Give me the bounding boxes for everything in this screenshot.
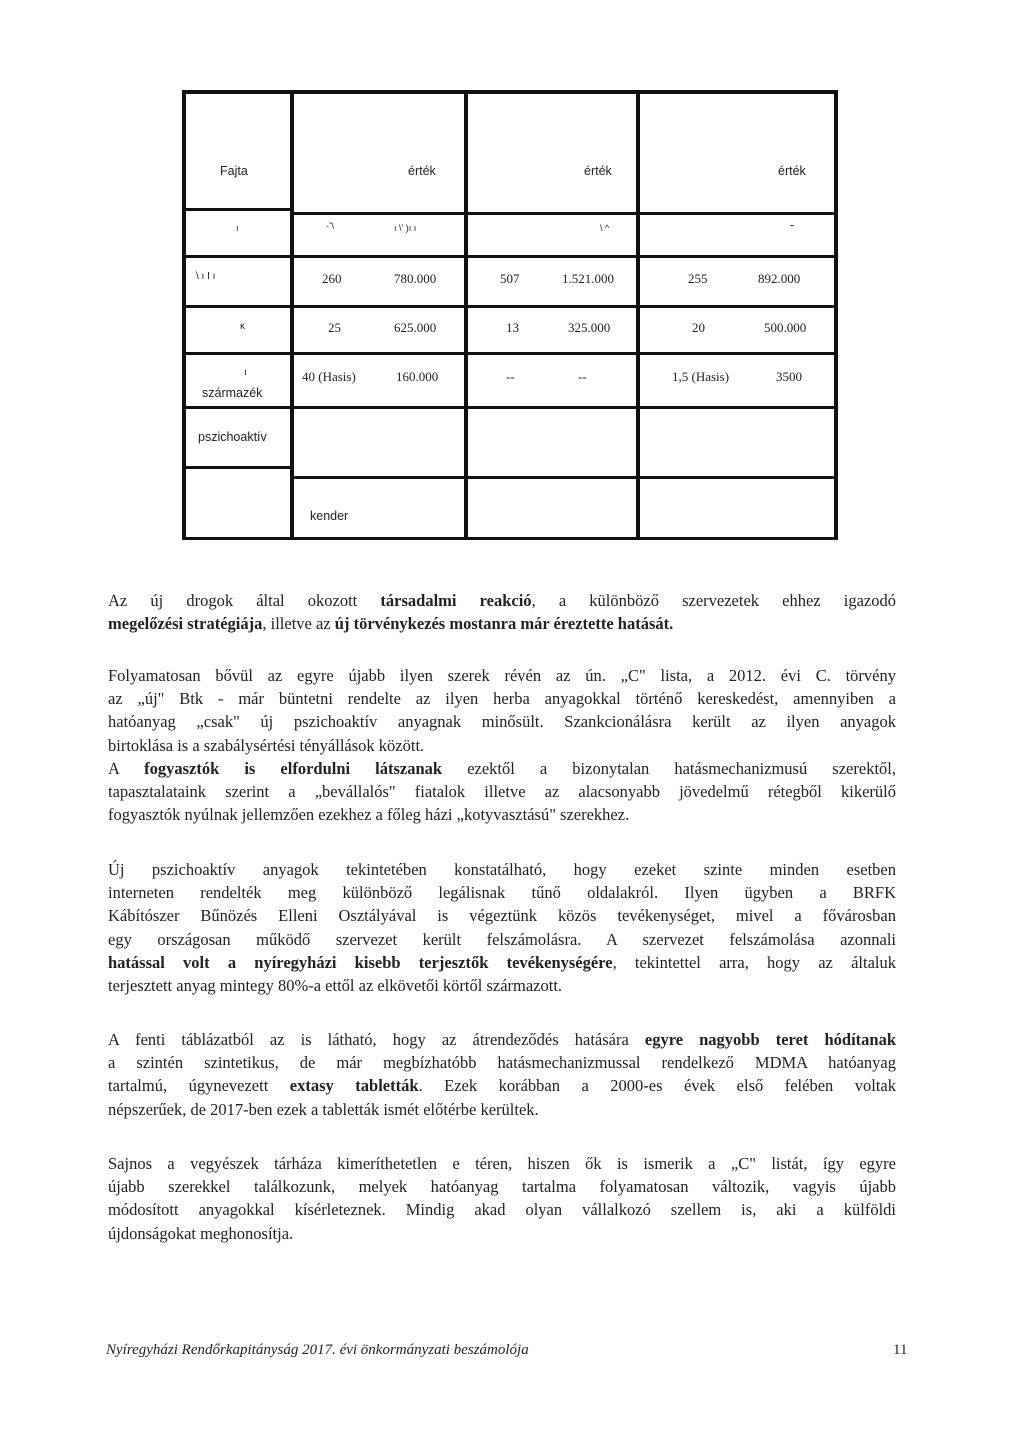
- text-line: Sajnos a vegyészek tárháza kimeríthetetlen e téren, hiszen ők is ismerik a „C" listát, így egyre: [108, 1154, 896, 1173]
- table-cell: ı: [236, 223, 239, 233]
- table-rule: [182, 90, 838, 94]
- paragraph-1: [108, 589, 896, 635]
- header-ertek-2: érték: [584, 164, 612, 178]
- table-cell: kender: [310, 509, 349, 523]
- text-line: interneten rendelték meg különböző legálisnak tűnő oldalakról. Ilyen ügyben a BRFK: [108, 883, 896, 903]
- text-line: birtoklása is a szabálysértési tényállások között.: [108, 735, 425, 755]
- table-cell: pszichoaktív: [198, 430, 267, 444]
- text-line: Folyamatosan bővül az egyre újabb ilyen szerek révén az ún. „C" lista, a 2012. évi C. törvény: [108, 666, 896, 685]
- paragraph-2: [108, 664, 896, 826]
- text-line: módosított anyagokkal kísérleteznek. Mindig akad olyan vállalkozó szellem is, aki a külföldi: [108, 1200, 896, 1220]
- table-cell: származék: [202, 386, 263, 400]
- table-rule: [182, 90, 186, 540]
- table-cell: 20: [692, 320, 705, 335]
- table-cell: 40 (Hasis): [302, 369, 356, 384]
- table-cell: ı: [244, 367, 247, 378]
- table-cell: 260: [322, 271, 342, 286]
- paragraph-5: [108, 1152, 896, 1245]
- table-cell: 500.000: [764, 320, 807, 335]
- table-rule: [292, 476, 837, 479]
- table-rule: [182, 208, 292, 211]
- table-cell: 1,5 (Hasis): [672, 369, 730, 384]
- table-cell: -̃ \: [326, 221, 334, 231]
- table-cell: ĸ: [240, 321, 245, 332]
- page-footer: Nyíregyházi Rendőrkapitányság 2017. évi önkormányzati beszámolója: [106, 1342, 529, 1358]
- table-rule: [292, 212, 837, 215]
- text-line: fogyasztók nyúlnak jellemzően ezekhez a főleg házi „kotyvasztású" szerekhez.: [108, 805, 630, 825]
- table-cell: 3500: [776, 369, 802, 384]
- text-line: tapasztalataink szerint a „bevállalós" fiatalok illetve az alacsonyabb jövedelmű rétegből kikerülő: [108, 782, 896, 802]
- table-rule: [182, 406, 837, 409]
- table-rule: [834, 90, 838, 540]
- table-rule: [182, 305, 837, 308]
- table-cell: 325.000: [568, 320, 611, 335]
- text-line: az „új" Btk - már büntetni rendelte az ilyen herba anyagokkal történő kereskedést, amennyiben a: [108, 689, 896, 709]
- table-rule: [636, 90, 640, 540]
- table-cell: 625.000: [394, 320, 437, 335]
- header-ertek-3: érték: [778, 164, 806, 178]
- table-cell: 507: [500, 271, 520, 286]
- table-cell: 25: [328, 320, 341, 335]
- text-line: A fenti táblázatból az is látható, hogy az átrendeződés hatására egyre nagyobb teret hódítanak: [108, 1030, 897, 1049]
- page-number: 11: [893, 1342, 908, 1358]
- table-cell: --: [506, 369, 515, 384]
- drug-seizure-table: [176, 90, 840, 540]
- text-line: a szintén szintetikus, de már megbízhatóbb hatásmechanizmussal rendelkező MDMA hatóanyag: [108, 1053, 896, 1073]
- table-cell: 1.521.000: [562, 271, 614, 286]
- header-ertek-1: érték: [408, 164, 436, 178]
- text-line: Az új drogok által okozott társadalmi reakció, a különböző szervezetek ehhez igazodó: [108, 591, 897, 610]
- text-line: hatóanyag „csak" új pszichoaktív anyagnak minősült. Szankcionálásra került az ilyen anyagok: [108, 712, 896, 732]
- text-line: A fogyasztók is elfordulni látszanak ezektől a bizonytalan hatásmechanizmusú szerektől,: [108, 758, 896, 778]
- table-rule: [182, 255, 837, 258]
- paragraph-4: [108, 1028, 896, 1121]
- table-cell: 255: [688, 271, 708, 286]
- table-cell: \ ^: [600, 223, 610, 233]
- text-line: tartalmú, úgynevezett extasy tabletták. Ezek korábban a 2000-es évek első felében voltak: [108, 1076, 897, 1096]
- text-line: hatással volt a nyíregyházi kisebb terjesztők tevékenységére, tekintettel arra, hogy az általuk: [108, 952, 896, 972]
- table-rule: [464, 90, 468, 540]
- table-rule: [290, 90, 294, 540]
- text-line: népszerűek, de 2017-ben ezek a tabletták ismét előtérbe kerültek.: [108, 1099, 539, 1119]
- text-line: terjesztett anyag mintegy 80%-a ettől az elkövetői körtől származott.: [108, 976, 563, 996]
- table-cell: -: [790, 218, 795, 232]
- table-rule: [182, 466, 292, 469]
- table-cell: 160.000: [396, 369, 439, 384]
- text-line: újdonságokat meghonosítja.: [108, 1223, 294, 1243]
- table-cell: 780.000: [394, 271, 437, 286]
- table-cell: \ ı I ı: [196, 271, 216, 282]
- text-line: egy országosan működő szervezet került felszámolásra. A szervezet felszámolása azonnali: [108, 929, 896, 949]
- table-cell: 892.000: [758, 271, 801, 286]
- header-fajta: Fajta: [220, 164, 248, 178]
- table-cell: --: [578, 369, 587, 384]
- text-line: újabb szerekkel találkozunk, melyek hatóanyag tartalma folyamatosan változik, vagyis újabb: [108, 1177, 896, 1197]
- table-rule: [182, 537, 838, 540]
- table-cell: 13: [506, 320, 519, 335]
- text-line: Kábítószer Bűnözés Elleni Osztályával is végeztünk közös tevékenységet, mivel a fővárosban: [108, 906, 896, 926]
- table-cell: ı \' )ı ı: [394, 223, 417, 233]
- paragraph-3: [108, 858, 896, 997]
- table-rule: [182, 352, 837, 355]
- text-line: Új pszichoaktív anyagok tekintetében konstatálható, hogy ezeket szinte minden esetben: [108, 860, 896, 879]
- text-line: megelőzési stratégiája, illetve az új törvénykezés mostanra már éreztette hatását.: [108, 614, 674, 634]
